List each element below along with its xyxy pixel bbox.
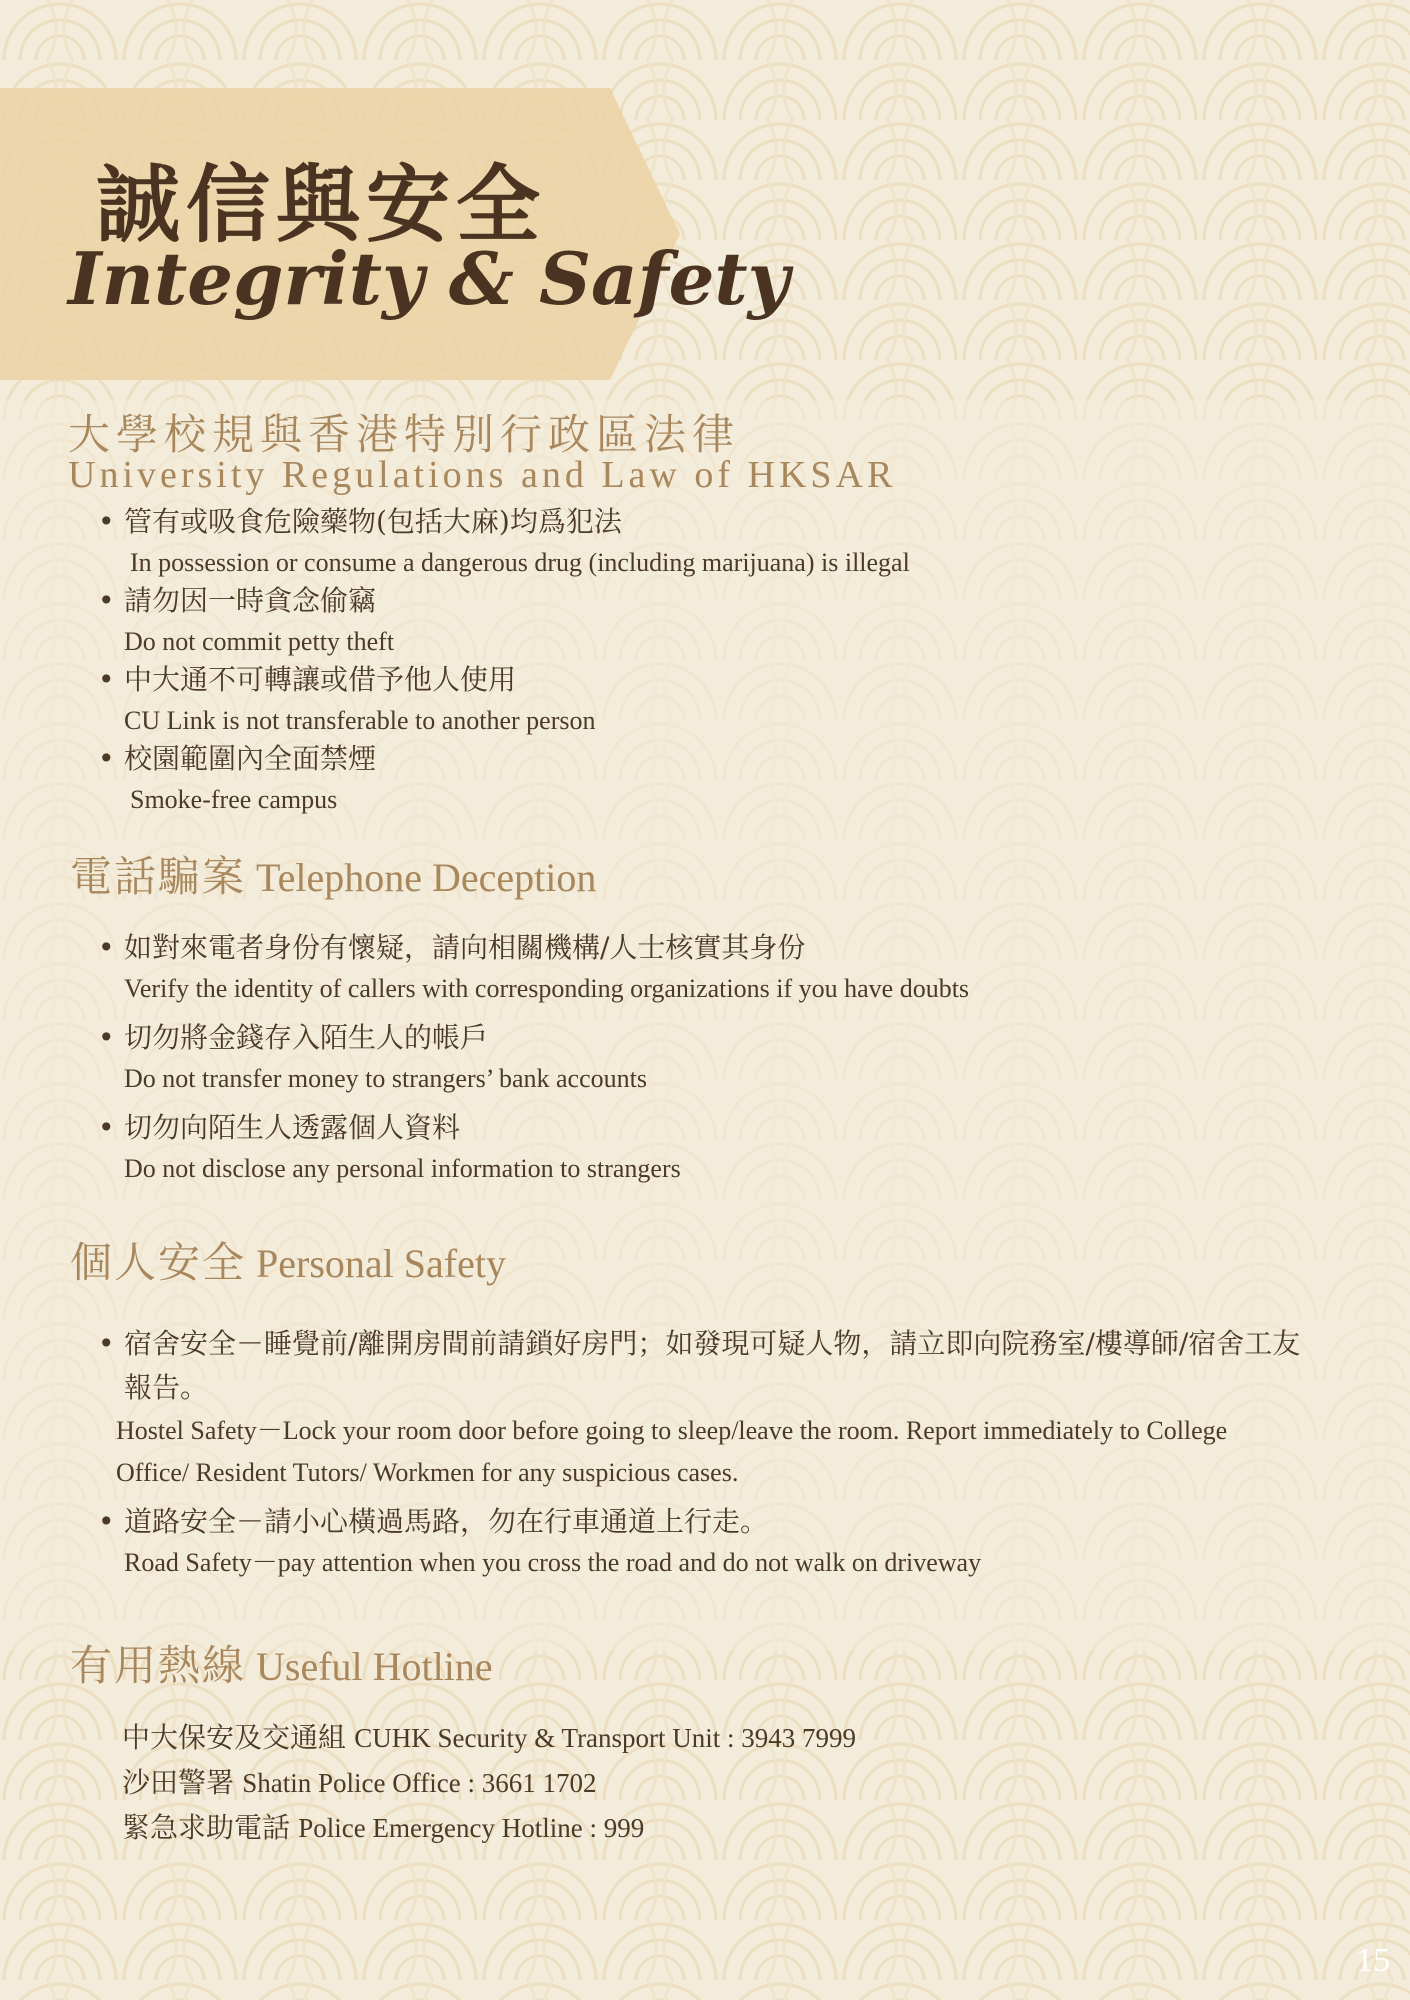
hotline-name-cn: 中大保安及交通組 xyxy=(122,1721,347,1754)
regulation-item-cn: • 校園範圍內全面禁煙 xyxy=(96,739,1296,779)
list-item xyxy=(96,502,1296,584)
telephone-title-cn: 電話騙案 xyxy=(70,852,247,901)
list-item xyxy=(96,1018,1296,1100)
list-item xyxy=(96,928,1296,1010)
regulations-title-cn: 大學校規與香港特別行政區法律 xyxy=(68,410,741,459)
regulation-item-cn: • 管有或吸食危險藥物(包括大麻)均爲犯法 xyxy=(96,502,1296,542)
banner-title-en: Integrity & Safety xyxy=(68,236,790,321)
personal-item-cn: • 宿舍安全－睡覺前/離開房間前請鎖好房門；如發現可疑人物，請立即向院務室/樓導師/宿舍工友報告。 xyxy=(96,1322,1304,1410)
hotline-title-en: Useful Hotline xyxy=(256,1644,493,1689)
banner-title-cn: 誠信與安全 xyxy=(96,155,547,254)
regulation-item-en: Smoke-free campus xyxy=(130,785,338,814)
personal-title-cn: 個人安全 xyxy=(70,1238,247,1287)
telephone-item-cn: • 切勿將金錢存入陌生人的帳戶 xyxy=(96,1018,1296,1058)
hotline-name-cn: 沙田警署 xyxy=(122,1766,235,1799)
regulation-item-cn: • 中大通不可轉讓或借予他人使用 xyxy=(96,660,1296,700)
telephone-item-cn: • 如對來電者身份有懷疑，請向相關機構/人士核實其身份 xyxy=(96,928,1296,968)
regulation-item-en: In possession or consume a dangerous drug (including marijuana) is illegal xyxy=(130,548,910,577)
hotline-name-cn: 緊急求助電話 xyxy=(122,1811,291,1844)
personal-item-en: Road Safety－pay attention when you cross the road and do not walk on driveway xyxy=(124,1548,982,1577)
hotline-detail-en: Police Emergency Hotline : 999 xyxy=(298,1813,645,1843)
personal-title-en: Personal Safety xyxy=(256,1241,506,1286)
telephone-heading xyxy=(70,844,596,904)
hotline-detail-en: Shatin Police Office : 3661 1702 xyxy=(242,1768,597,1798)
hotline-title-cn: 有用熱線 xyxy=(70,1641,247,1690)
personal-item-cn: • 道路安全－請小心橫過馬路，勿在行車通道上行走。 xyxy=(96,1502,1296,1542)
personal-item-en: Hostel Safety－Lock your room door before going to sleep/leave the room. Report immediately to College Office/ Resident Tutors/ Workmen for any suspicious cases. xyxy=(116,1416,1228,1487)
hotline-row xyxy=(122,1716,856,1756)
hotline-heading xyxy=(70,1633,493,1693)
list-item xyxy=(96,660,1296,742)
telephone-item-en: Do not disclose any personal information to strangers xyxy=(124,1154,681,1183)
regulation-item-en: Do not commit petty theft xyxy=(124,627,395,656)
telephone-item-cn: • 切勿向陌生人透露個人資料 xyxy=(96,1108,1296,1148)
telephone-title-en: Telephone Deception xyxy=(256,855,597,900)
page-number: 15 xyxy=(1356,1942,1390,1979)
regulations-title-en: University Regulations and Law of HKSAR xyxy=(68,454,897,496)
telephone-item-en: Do not transfer money to strangers’ bank accounts xyxy=(124,1064,647,1093)
list-item xyxy=(96,1108,1296,1190)
regulation-item-en: CU Link is not transferable to another person xyxy=(124,706,596,735)
hotline-detail-en: CUHK Security & Transport Unit : 3943 7999 xyxy=(354,1723,857,1753)
hotline-row xyxy=(122,1806,644,1846)
regulation-item-cn: • 請勿因一時貪念偷竊 xyxy=(96,581,1296,621)
list-item xyxy=(96,739,1296,821)
telephone-item-en: Verify the identity of callers with corresponding organizations if you have doubts xyxy=(124,974,970,1003)
personal-heading xyxy=(70,1230,506,1290)
hotline-row xyxy=(122,1761,597,1801)
list-item xyxy=(96,1322,1301,1494)
list-item xyxy=(96,1502,1296,1584)
list-item xyxy=(96,581,1296,663)
